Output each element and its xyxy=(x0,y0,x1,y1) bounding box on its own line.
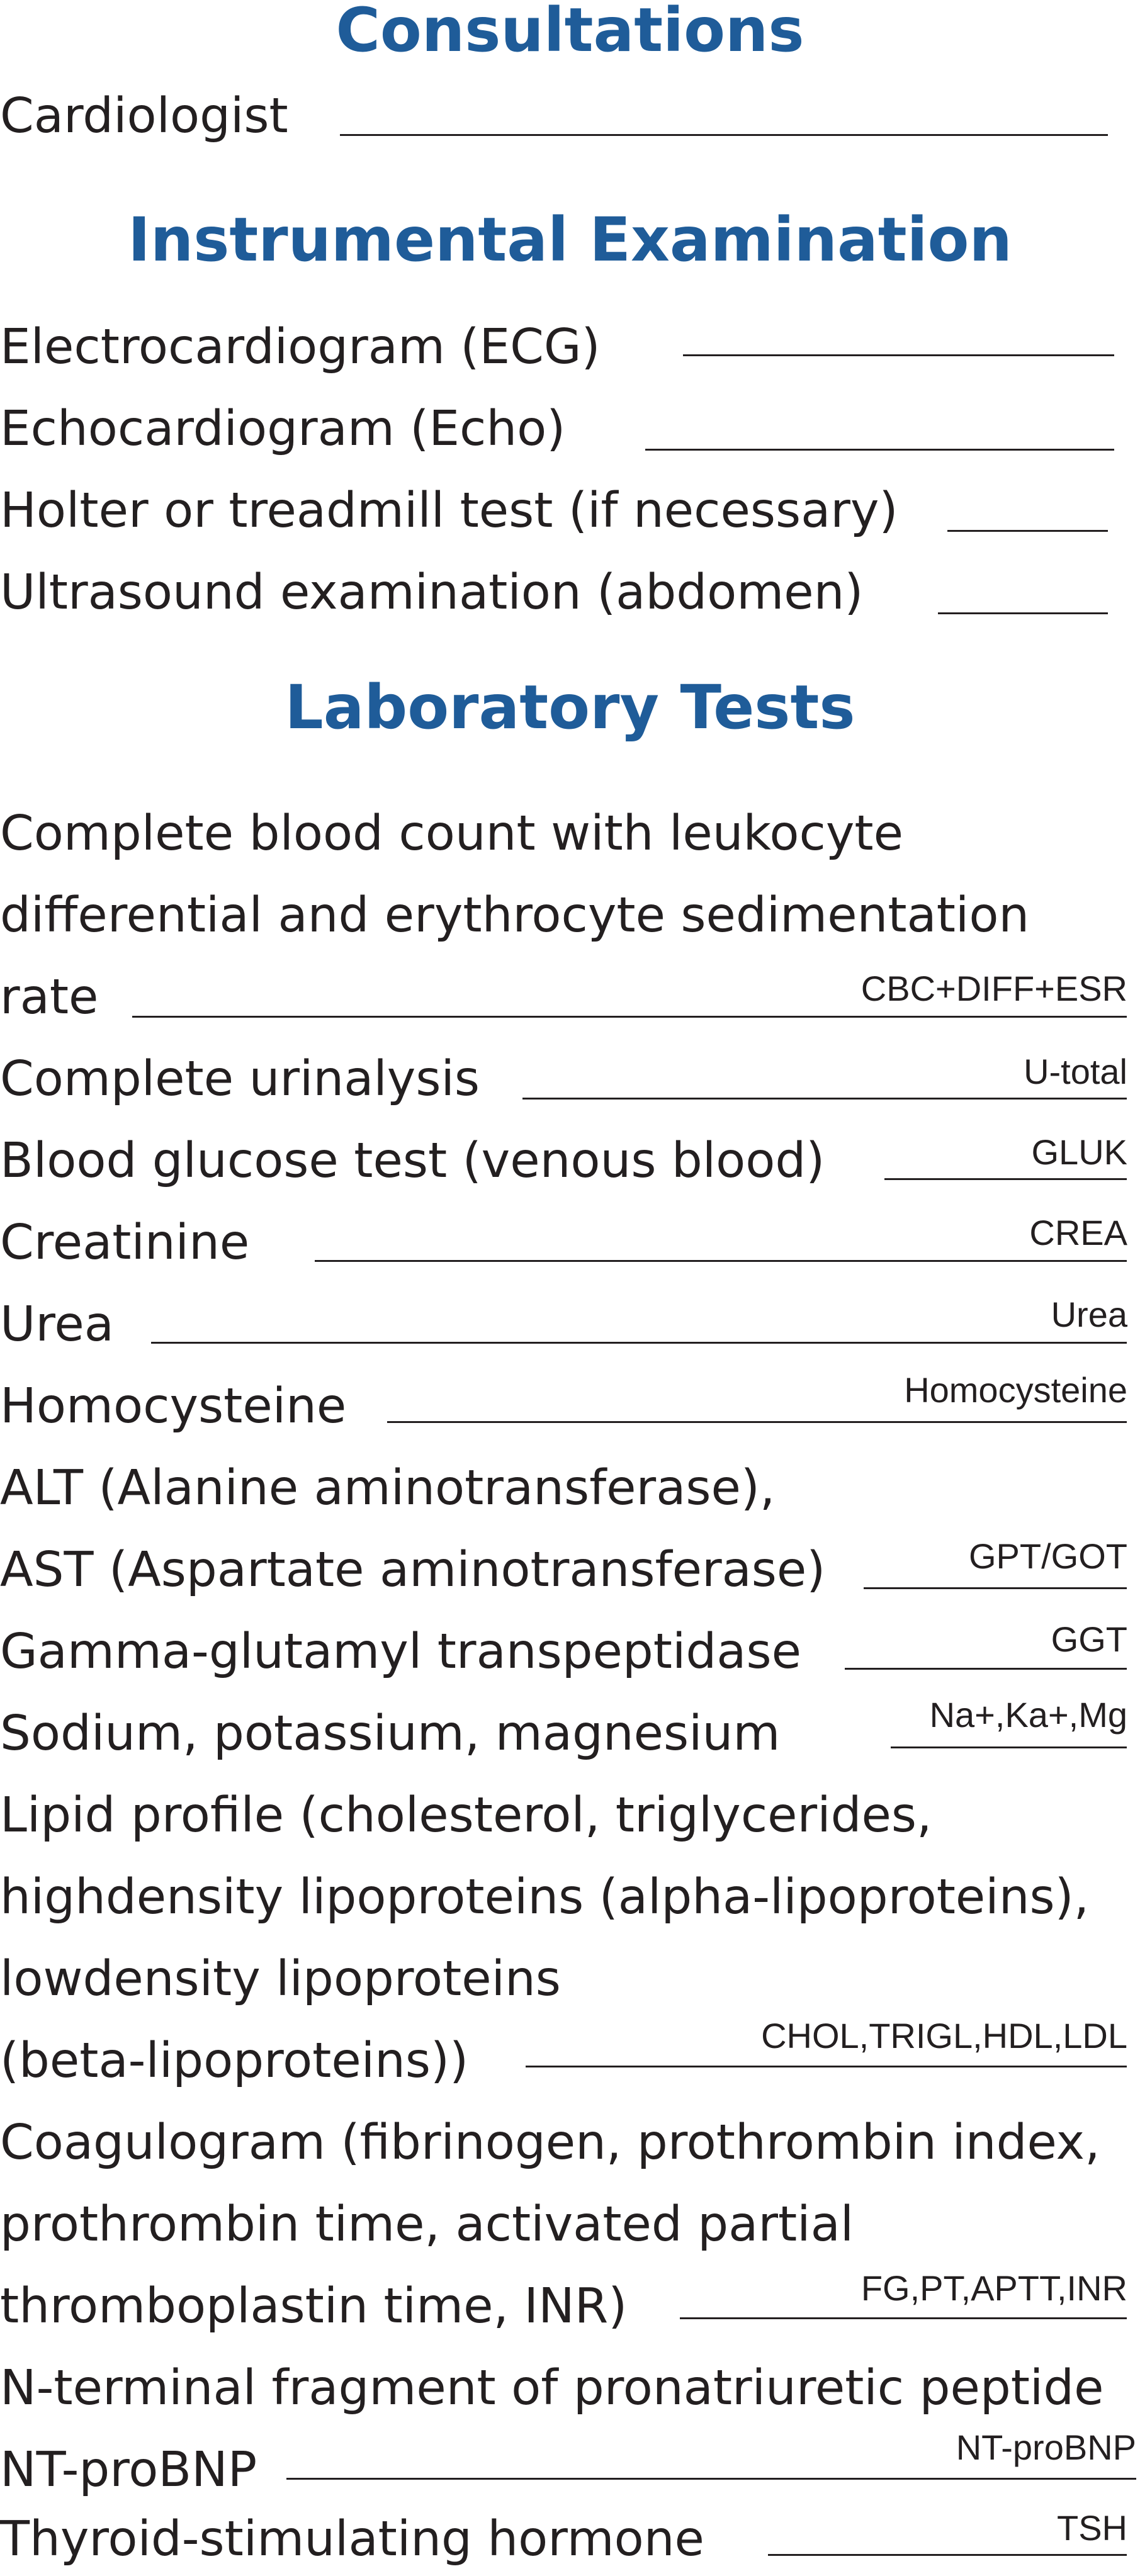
lab-test-label: thromboplastin time, INR) xyxy=(0,2278,628,2334)
lab-test-label: Coagulogram (fibrinogen, prothrombin index, xyxy=(0,2115,1100,2171)
blank-line xyxy=(864,1587,1127,1589)
lab-code: TSH xyxy=(1057,2508,1127,2548)
blank-line xyxy=(387,1421,1127,1423)
lab-code: CHOL,TRIGL,HDL,LDL xyxy=(761,2016,1127,2056)
lab-test-label: differential and erythrocyte sedimentation xyxy=(0,887,1030,943)
blank-line xyxy=(526,2066,1127,2067)
lab-test-label: N-terminal fragment of pronatriuretic peptide xyxy=(0,2360,1104,2416)
lab-test-label: Thyroid-stimulating hormone xyxy=(0,2511,704,2567)
consultation-label-cardiologist: Cardiologist xyxy=(0,88,288,144)
lab-test-label: prothrombin time, activated partial xyxy=(0,2196,854,2253)
blank-line xyxy=(680,2317,1127,2319)
blank-line xyxy=(151,1342,1127,1344)
blank-line xyxy=(947,530,1108,532)
lab-test-label: Lipid profile (cholesterol, triglycerides, xyxy=(0,1787,932,1843)
blank-line xyxy=(683,354,1114,356)
blank-line xyxy=(768,2554,1127,2556)
section-title-instrumental: Instrumental Examination xyxy=(128,205,1012,275)
lab-code: Na+,Ka+,Mg xyxy=(929,1695,1127,1735)
section-title-consultations: Consultations xyxy=(336,0,804,65)
lab-code: U-total xyxy=(1024,1052,1127,1091)
lab-test-label: lowdensity lipoproteins xyxy=(0,1951,561,2007)
lab-code: GGT xyxy=(1051,1619,1127,1659)
lab-test-label: ALT (Alanine aminotransferase), xyxy=(0,1460,776,1516)
blank-line xyxy=(522,1098,1127,1100)
lab-code: NT-proBNP xyxy=(956,2427,1136,2467)
blank-line xyxy=(315,1260,1127,1262)
exam-label-ecg: Electrocardiogram (ECG) xyxy=(0,319,601,375)
section-title-laboratory: Laboratory Tests xyxy=(285,672,855,743)
blank-line xyxy=(340,134,1108,136)
blank-line xyxy=(132,1016,1127,1018)
exam-label-echo: Echocardiogram (Echo) xyxy=(0,401,566,457)
exam-label-ultrasound: Ultrasound examination (abdomen) xyxy=(0,565,864,621)
lab-test-label: rate xyxy=(0,969,99,1025)
blank-line xyxy=(286,2478,1136,2480)
lab-code: GPT/GOT xyxy=(969,1536,1127,1576)
lab-test-label: Complete urinalysis xyxy=(0,1051,480,1107)
blank-line xyxy=(845,1668,1127,1670)
lab-test-label: AST (Aspartate aminotransferase) xyxy=(0,1542,826,1598)
lab-test-label: Sodium, potassium, magnesium xyxy=(0,1706,781,1762)
lab-test-label: Homocysteine xyxy=(0,1378,347,1434)
lab-test-label: Creatinine xyxy=(0,1215,250,1271)
lab-test-label: NT-proBNP xyxy=(0,2442,257,2498)
lab-code: CREA xyxy=(1029,1213,1127,1252)
exam-label-holter: Holter or treadmill test (if necessary) xyxy=(0,483,898,539)
lab-code: GLUK xyxy=(1031,1132,1127,1172)
lab-code: FG,PT,APTT,INR xyxy=(861,2268,1127,2308)
lab-code: Urea xyxy=(1051,1295,1127,1334)
lab-test-label: (beta-lipoproteins)) xyxy=(0,2033,469,2089)
lab-test-label: Gamma-glutamyl transpeptidase xyxy=(0,1624,801,1680)
lab-test-label: Blood glucose test (venous blood) xyxy=(0,1133,825,1189)
blank-line xyxy=(884,1178,1127,1180)
blank-line xyxy=(938,612,1108,614)
lab-test-label: Complete blood count with leukocyte xyxy=(0,806,903,862)
blank-line xyxy=(891,1746,1127,1748)
lab-code: CBC+DIFF+ESR xyxy=(861,969,1127,1008)
lab-test-label: Urea xyxy=(0,1296,114,1353)
lab-code: Homocysteine xyxy=(904,1370,1127,1410)
lab-test-label: highdensity lipoproteins (alpha-lipoproteins), xyxy=(0,1869,1090,1925)
blank-line xyxy=(645,449,1114,451)
